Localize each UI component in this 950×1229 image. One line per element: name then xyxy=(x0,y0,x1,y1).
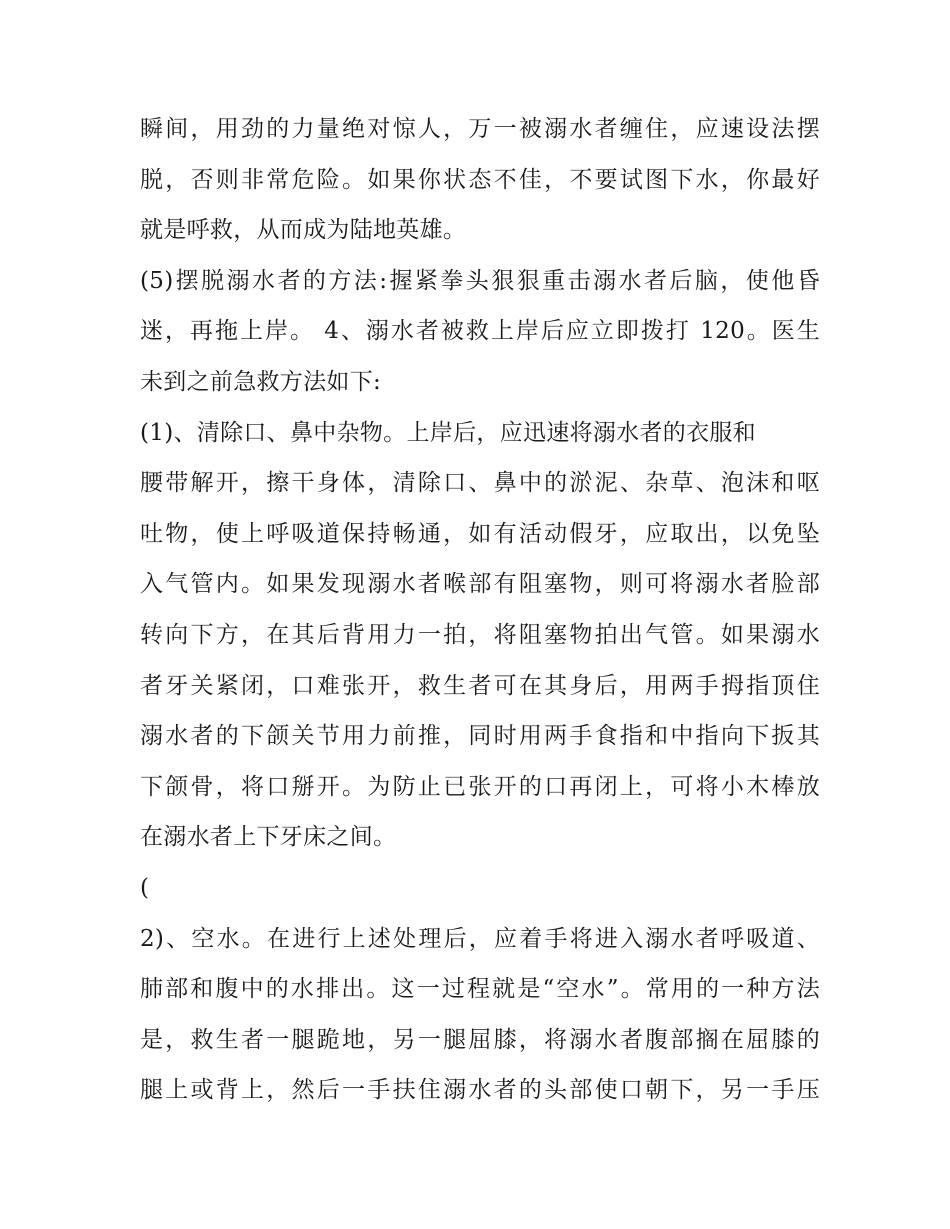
text-line: 吐物，使上呼吸道保持畅通，如有活动假牙，应取出，以免坠 xyxy=(140,520,820,547)
text-line: (5)摆脱溺水者的方法:握紧拳头狠狠重击溺水者后脑，使他昏 xyxy=(140,267,820,294)
text-line: 肺部和腹中的水排出。这一过程就是“空水”。常用的一种方法 xyxy=(140,976,820,1003)
text-line: 脱，否则非常危险。如果你状态不佳，不要试图下水，你最好 xyxy=(140,166,820,193)
text-line: (1)、清除口、鼻中杂物。上岸后，应迅速将溺水者的衣服和 xyxy=(140,419,756,446)
text-line: 是，救生者一腿跪地，另一腿屈膝，将溺水者腹部搁在屈膝的 xyxy=(140,1026,820,1053)
text-line: 者牙关紧闭，口难张开，救生者可在其身后，用两手拇指顶住 xyxy=(140,672,820,699)
text-line: 入气管内。如果发现溺水者喉部有阻塞物，则可将溺水者脸部 xyxy=(140,571,820,598)
text-line: 下颌骨，将口掰开。为防止已张开的口再闭上，可将小木棒放 xyxy=(140,773,820,800)
text-line: ( xyxy=(140,874,150,901)
text-line: 在溺水者上下牙床之间。 xyxy=(140,824,397,851)
body-text xyxy=(140,104,820,1116)
text-line: 溺水者的下颌关节用力前推，同时用两手食指和中指向下扳其 xyxy=(140,723,820,750)
text-line: 就是呼救，从而成为陆地英雄。 xyxy=(140,217,467,244)
text-line: 迷，再拖上岸。 4、溺水者被救上岸后应立即拨打 120。医生 xyxy=(140,318,820,345)
text-line: 腰带解开，擦干身体，清除口、鼻中的淤泥、杂草、泡沫和呕 xyxy=(140,470,820,497)
text-line: 未到之前急救方法如下: xyxy=(140,368,382,395)
text-line: 瞬间，用劲的力量绝对惊人，万一被溺水者缠住，应速设法摆 xyxy=(140,116,820,142)
text-line: 转向下方，在其后背用力一拍，将阻塞物拍出气管。如果溺水 xyxy=(140,621,820,648)
text-line: 2)、空水。在进行上述处理后，应着手将进入溺水者呼吸道、 xyxy=(140,925,820,952)
text-line: 腿上或背上，然后一手扶住溺水者的头部使口朝下，另一手压 xyxy=(140,1077,820,1104)
